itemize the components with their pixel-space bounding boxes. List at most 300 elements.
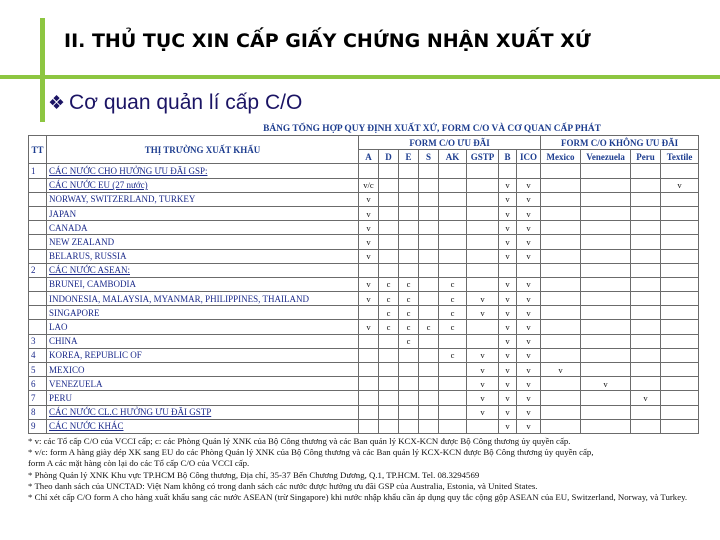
row-form-mark: [419, 405, 439, 419]
header-form-b: B: [499, 150, 517, 164]
row-form-mark: v: [499, 320, 517, 334]
table-row: [29, 235, 699, 249]
row-form-mark: [439, 263, 467, 277]
row-form-mark: [541, 405, 581, 419]
row-form-mark: [359, 363, 379, 377]
row-form-mark: [359, 377, 379, 391]
row-form-mark: v: [517, 320, 541, 334]
row-form-mark: v: [499, 419, 517, 433]
row-form-mark: [541, 164, 581, 178]
row-form-mark: [379, 235, 399, 249]
row-market-name: LAO: [47, 320, 359, 334]
table-row: [29, 363, 699, 377]
row-form-mark: v: [499, 405, 517, 419]
row-form-mark: [631, 263, 661, 277]
row-form-mark: [379, 178, 399, 192]
row-form-mark: [661, 277, 699, 291]
row-form-mark: [541, 192, 581, 206]
row-form-mark: [541, 419, 581, 433]
row-form-mark: [399, 192, 419, 206]
row-index: [29, 178, 47, 192]
row-form-mark: c: [379, 320, 399, 334]
row-form-mark: [467, 334, 499, 348]
row-form-mark: [419, 334, 439, 348]
row-form-mark: v: [499, 348, 517, 362]
table-header-group-row: [29, 136, 699, 150]
row-form-mark: [581, 249, 631, 263]
row-form-mark: [399, 235, 419, 249]
row-form-mark: [631, 277, 661, 291]
header-form-ak: AK: [439, 150, 467, 164]
row-form-mark: c: [439, 306, 467, 320]
row-form-mark: [399, 348, 419, 362]
row-form-mark: v: [467, 363, 499, 377]
row-form-mark: [359, 306, 379, 320]
row-form-mark: [399, 263, 419, 277]
row-form-mark: [359, 334, 379, 348]
row-form-mark: [419, 419, 439, 433]
table-row: [29, 419, 699, 433]
row-form-mark: v: [517, 249, 541, 263]
row-form-mark: v: [499, 249, 517, 263]
row-form-mark: [631, 419, 661, 433]
row-index: 4: [29, 348, 47, 362]
row-form-mark: [439, 377, 467, 391]
row-market-name: VENEZUELA: [47, 377, 359, 391]
header-group-preferential: FORM C/O ƯU ĐÃI: [359, 136, 541, 150]
header-form-mexico: Mexico: [541, 150, 581, 164]
row-form-mark: [541, 235, 581, 249]
row-form-mark: [399, 419, 419, 433]
table-row: [29, 391, 699, 405]
accent-horizontal-bar: [0, 75, 720, 79]
slide-subtitle-text: Cơ quan quản lí cấp C/O: [69, 91, 303, 114]
row-market-name: CÁC NƯỚC EU (27 nước): [47, 178, 359, 192]
row-form-mark: v: [517, 391, 541, 405]
row-market-name: CÁC NƯỚC CHO HƯỞNG ƯU ĐÃI GSP:: [47, 164, 359, 178]
table-row: [29, 178, 699, 192]
row-form-mark: [379, 334, 399, 348]
row-form-mark: v: [499, 277, 517, 291]
row-form-mark: [661, 221, 699, 235]
table-row: [29, 320, 699, 334]
row-market-name: MEXICO: [47, 363, 359, 377]
row-form-mark: c: [439, 292, 467, 306]
header-form-d: D: [379, 150, 399, 164]
row-market-name: CANADA: [47, 221, 359, 235]
row-form-mark: [581, 206, 631, 220]
row-form-mark: v: [467, 377, 499, 391]
row-form-mark: v: [467, 306, 499, 320]
row-form-mark: [419, 235, 439, 249]
row-form-mark: [379, 377, 399, 391]
row-form-mark: [467, 235, 499, 249]
note-line: form A các mặt hàng còn lại do các Tổ cấp C/O của VCCI cấp.: [28, 458, 250, 469]
row-form-mark: [541, 249, 581, 263]
row-form-mark: [379, 348, 399, 362]
slide-subtitle: [48, 91, 302, 115]
row-market-name: CÁC NƯỚC ASEAN:: [47, 263, 359, 277]
row-form-mark: [631, 377, 661, 391]
row-form-mark: [581, 178, 631, 192]
row-form-mark: c: [399, 292, 419, 306]
row-form-mark: [517, 164, 541, 178]
row-form-mark: [379, 263, 399, 277]
row-form-mark: v: [631, 391, 661, 405]
row-form-mark: v: [467, 348, 499, 362]
row-form-mark: v: [499, 221, 517, 235]
row-form-mark: v: [499, 192, 517, 206]
row-form-mark: [631, 192, 661, 206]
row-form-mark: [631, 206, 661, 220]
row-form-mark: [661, 263, 699, 277]
header-form-e: E: [399, 150, 419, 164]
row-form-mark: [419, 263, 439, 277]
header-group-nonpreferential: FORM C/O KHÔNG ƯU ĐÃI: [541, 136, 699, 150]
note-line: * Theo danh sách của UNCTAD: Việt Nam không có trong danh sách các nước được hưởng ưu đãi GSP của Australia, Estonia, và United States.: [28, 480, 538, 491]
row-form-mark: [467, 164, 499, 178]
row-form-mark: [379, 391, 399, 405]
row-form-mark: [359, 419, 379, 433]
row-index: 5: [29, 363, 47, 377]
row-index: 1: [29, 164, 47, 178]
row-market-name: SINGAPORE: [47, 306, 359, 320]
row-form-mark: [541, 391, 581, 405]
row-form-mark: [439, 206, 467, 220]
row-form-mark: [581, 348, 631, 362]
row-index: [29, 235, 47, 249]
row-form-mark: v: [359, 221, 379, 235]
row-form-mark: [399, 391, 419, 405]
row-market-name: NEW ZEALAND: [47, 235, 359, 249]
row-form-mark: [661, 249, 699, 263]
row-form-mark: [439, 164, 467, 178]
row-form-mark: [581, 192, 631, 206]
note-line: * v: các Tổ cấp C/O của VCCI cấp; c: các Phòng Quản lý XNK của Bộ Công thương và các Ban quản lý KCX-KCN được Bộ Công thương ủy quyền cấp.: [28, 435, 571, 446]
row-form-mark: [467, 249, 499, 263]
row-market-name: NORWAY, SWITZERLAND, TURKEY: [47, 192, 359, 206]
row-form-mark: [439, 221, 467, 235]
row-form-mark: [541, 334, 581, 348]
row-form-mark: c: [419, 320, 439, 334]
row-form-mark: v: [359, 292, 379, 306]
row-index: [29, 320, 47, 334]
row-form-mark: c: [439, 348, 467, 362]
row-index: [29, 206, 47, 220]
row-form-mark: [439, 334, 467, 348]
slide-title: II. THỦ TỤC XIN CẤP GIẤY CHỨNG NHẬN XUẤT XỨ: [64, 30, 591, 52]
row-form-mark: [661, 292, 699, 306]
row-form-mark: v: [517, 348, 541, 362]
row-form-mark: [419, 178, 439, 192]
row-form-mark: [631, 178, 661, 192]
header-form-textile: Textile: [661, 150, 699, 164]
row-form-mark: [631, 363, 661, 377]
table-row: [29, 377, 699, 391]
row-form-mark: [359, 348, 379, 362]
row-market-name: BRUNEI, CAMBODIA: [47, 277, 359, 291]
row-form-mark: [631, 348, 661, 362]
row-form-mark: [581, 391, 631, 405]
row-form-mark: v: [661, 178, 699, 192]
row-form-mark: [379, 206, 399, 220]
row-form-mark: v: [467, 405, 499, 419]
row-form-mark: [419, 306, 439, 320]
row-form-mark: [661, 235, 699, 249]
table-row: [29, 334, 699, 348]
row-form-mark: [631, 221, 661, 235]
document-notes: [28, 436, 716, 503]
row-form-mark: [517, 263, 541, 277]
row-form-mark: [439, 419, 467, 433]
row-form-mark: [661, 306, 699, 320]
row-form-mark: v: [499, 363, 517, 377]
row-form-mark: [581, 320, 631, 334]
row-index: [29, 221, 47, 235]
row-index: [29, 277, 47, 291]
table-row: [29, 164, 699, 178]
co-summary-document: [28, 124, 716, 503]
row-form-mark: [541, 292, 581, 306]
row-form-mark: [359, 405, 379, 419]
row-market-name: KOREA, REPUBLIC OF: [47, 348, 359, 362]
row-index: [29, 192, 47, 206]
row-form-mark: [631, 292, 661, 306]
table-row: [29, 192, 699, 206]
row-form-mark: [581, 405, 631, 419]
row-form-mark: v: [359, 277, 379, 291]
row-form-mark: [379, 249, 399, 263]
row-form-mark: [399, 206, 419, 220]
table-row: [29, 249, 699, 263]
row-form-mark: [541, 263, 581, 277]
row-form-mark: [581, 235, 631, 249]
row-form-mark: [379, 192, 399, 206]
row-form-mark: [467, 192, 499, 206]
row-form-mark: [439, 178, 467, 192]
row-form-mark: v: [499, 178, 517, 192]
row-market-name: PERU: [47, 391, 359, 405]
row-form-mark: [541, 377, 581, 391]
row-form-mark: c: [439, 320, 467, 334]
row-form-mark: [661, 419, 699, 433]
row-form-mark: [399, 377, 419, 391]
row-form-mark: [467, 206, 499, 220]
row-form-mark: v: [359, 206, 379, 220]
table-row: [29, 277, 699, 291]
row-form-mark: [467, 320, 499, 334]
row-form-mark: [541, 221, 581, 235]
header-market: THỊ TRƯỜNG XUẤT KHẨU: [47, 136, 359, 164]
row-form-mark: [419, 363, 439, 377]
row-form-mark: v: [499, 206, 517, 220]
row-form-mark: v: [541, 363, 581, 377]
table-row: [29, 405, 699, 419]
row-form-mark: v: [359, 235, 379, 249]
row-form-mark: [399, 249, 419, 263]
row-form-mark: [631, 320, 661, 334]
row-form-mark: [467, 178, 499, 192]
row-form-mark: [631, 405, 661, 419]
row-index: 9: [29, 419, 47, 433]
row-form-mark: [581, 419, 631, 433]
row-form-mark: [419, 277, 439, 291]
row-form-mark: [399, 363, 419, 377]
row-form-mark: [379, 419, 399, 433]
row-form-mark: v: [517, 363, 541, 377]
table-row: [29, 348, 699, 362]
diamond-bullet-icon: ❖: [48, 93, 66, 114]
row-form-mark: [419, 221, 439, 235]
header-form-a: A: [359, 150, 379, 164]
row-form-mark: [541, 348, 581, 362]
row-form-mark: [581, 263, 631, 277]
row-form-mark: v: [499, 306, 517, 320]
row-form-mark: [419, 192, 439, 206]
row-form-mark: [359, 164, 379, 178]
row-market-name: CÁC NƯỚC CL.C HƯỞNG ƯU ĐÃI GSTP: [47, 405, 359, 419]
row-form-mark: [631, 334, 661, 348]
row-form-mark: v: [517, 277, 541, 291]
row-form-mark: [399, 405, 419, 419]
row-form-mark: [467, 419, 499, 433]
row-form-mark: c: [379, 292, 399, 306]
row-form-mark: [499, 263, 517, 277]
row-form-mark: [581, 221, 631, 235]
header-form-peru: Peru: [631, 150, 661, 164]
row-form-mark: [439, 192, 467, 206]
row-market-name: CHINA: [47, 334, 359, 348]
row-form-mark: [419, 292, 439, 306]
row-form-mark: [661, 192, 699, 206]
row-form-mark: v: [581, 377, 631, 391]
row-market-name: BELARUS, RUSSIA: [47, 249, 359, 263]
row-form-mark: [661, 164, 699, 178]
row-form-mark: [541, 306, 581, 320]
row-form-mark: v: [499, 334, 517, 348]
row-form-mark: [419, 206, 439, 220]
row-market-name: CÁC NƯỚC KHÁC: [47, 419, 359, 433]
row-form-mark: v: [517, 221, 541, 235]
row-form-mark: [661, 348, 699, 362]
row-form-mark: [399, 221, 419, 235]
row-form-mark: [399, 164, 419, 178]
row-market-name: INDONESIA, MALAYSIA, MYANMAR, PHILIPPINES, THAILAND: [47, 292, 359, 306]
table-row: [29, 206, 699, 220]
row-form-mark: c: [399, 320, 419, 334]
row-form-mark: [419, 377, 439, 391]
row-form-mark: [499, 164, 517, 178]
row-form-mark: c: [399, 334, 419, 348]
row-market-name: JAPAN: [47, 206, 359, 220]
row-index: [29, 306, 47, 320]
row-form-mark: v: [517, 334, 541, 348]
row-form-mark: [581, 277, 631, 291]
row-form-mark: [419, 348, 439, 362]
header-index: TT: [29, 136, 47, 164]
row-form-mark: [661, 320, 699, 334]
row-form-mark: [631, 164, 661, 178]
row-form-mark: c: [379, 306, 399, 320]
row-index: 7: [29, 391, 47, 405]
row-form-mark: v: [517, 292, 541, 306]
row-form-mark: [439, 391, 467, 405]
header-form-ico: ICO: [517, 150, 541, 164]
row-form-mark: v: [517, 192, 541, 206]
row-form-mark: [661, 363, 699, 377]
row-form-mark: [541, 277, 581, 291]
row-form-mark: [541, 320, 581, 334]
row-form-mark: v: [467, 391, 499, 405]
row-form-mark: c: [399, 306, 419, 320]
row-index: 2: [29, 263, 47, 277]
row-form-mark: v: [499, 235, 517, 249]
row-form-mark: [379, 363, 399, 377]
row-form-mark: [631, 306, 661, 320]
row-form-mark: [467, 277, 499, 291]
row-form-mark: [631, 235, 661, 249]
row-form-mark: [467, 221, 499, 235]
row-form-mark: v: [517, 419, 541, 433]
note-line: * Chỉ xét cấp C/O form A cho hàng xuất khẩu sang các nước ASEAN (trừ Singapore) khi nước nhập khẩu cần áp dụng quy tắc cộng gộp ASEAN của EU, Switzerland, Norway, và Turkey.: [28, 491, 688, 502]
row-form-mark: [439, 363, 467, 377]
row-form-mark: v: [467, 292, 499, 306]
row-form-mark: [359, 391, 379, 405]
row-form-mark: [379, 221, 399, 235]
note-line: * v/c: form A hàng giày dép XK sang EU do các Phòng Quản lý XNK của Bộ Công thương và các Ban quản lý KCX-KCN được Bộ Công thương ủy quyền cấp,: [28, 447, 594, 458]
row-form-mark: [379, 405, 399, 419]
row-form-mark: v/c: [359, 178, 379, 192]
header-form-s: S: [419, 150, 439, 164]
row-form-mark: c: [379, 277, 399, 291]
row-form-mark: v: [499, 292, 517, 306]
row-form-mark: v: [517, 206, 541, 220]
header-form-gstp: GSTP: [467, 150, 499, 164]
row-index: [29, 249, 47, 263]
row-form-mark: [419, 391, 439, 405]
table-row: [29, 292, 699, 306]
row-index: 3: [29, 334, 47, 348]
row-form-mark: [581, 292, 631, 306]
row-index: [29, 292, 47, 306]
row-form-mark: v: [517, 306, 541, 320]
row-form-mark: [399, 178, 419, 192]
row-index: 6: [29, 377, 47, 391]
table-row: [29, 221, 699, 235]
row-form-mark: [467, 263, 499, 277]
row-form-mark: [439, 405, 467, 419]
row-form-mark: [631, 249, 661, 263]
row-form-mark: [379, 164, 399, 178]
row-form-mark: v: [499, 377, 517, 391]
row-form-mark: v: [359, 249, 379, 263]
row-form-mark: c: [399, 277, 419, 291]
document-title: BẢNG TỔNG HỢP QUY ĐỊNH XUẤT XỨ, FORM C/O VÀ CƠ QUAN CẤP PHÁT: [263, 124, 601, 134]
row-form-mark: [661, 206, 699, 220]
row-form-mark: v: [517, 405, 541, 419]
row-form-mark: [661, 391, 699, 405]
row-form-mark: [581, 334, 631, 348]
row-form-mark: [419, 249, 439, 263]
row-form-mark: [439, 249, 467, 263]
table-row: [29, 263, 699, 277]
co-table: [28, 135, 699, 434]
row-form-mark: [419, 164, 439, 178]
row-form-mark: v: [517, 178, 541, 192]
row-form-mark: [581, 306, 631, 320]
table-row: [29, 306, 699, 320]
row-form-mark: v: [517, 377, 541, 391]
